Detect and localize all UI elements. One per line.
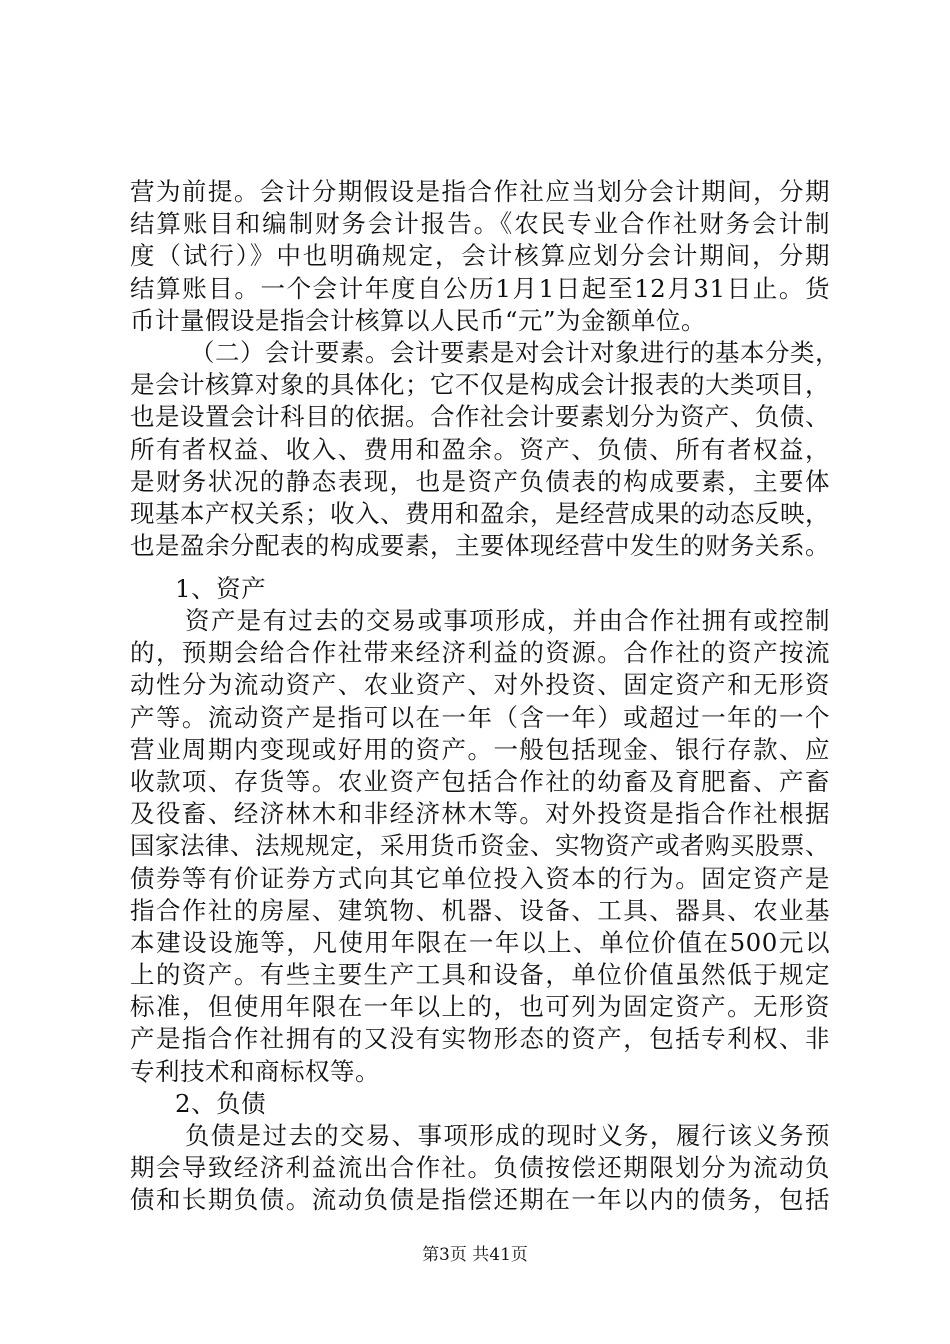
text-line: 营业周期内变现或好用的资产。一般包括现金、银行存款、应 [130, 734, 830, 764]
text-line: 动性分为流动资产、农业资产、对外投资、固定资产和无形资 [130, 670, 830, 700]
paragraph-accounting-assumptions [130, 176, 830, 337]
text-line: 标准，但使用年限在一年以上的，也可列为固定资产。无形资 [130, 992, 830, 1022]
text-line: 是会计核算对象的具体化；它不仅是构成会计报表的大类项目， [130, 370, 830, 400]
text-line: 收款项、存货等。农业资产包括合作社的幼畜及育肥畜、产畜 [130, 766, 830, 796]
text-line: 债和长期负债。流动负债是指偿还期在一年以内的债务，包括 [130, 1185, 830, 1215]
text-line: 产是指合作社拥有的又没有实物形态的资产，包括专利权、非 [130, 1024, 830, 1054]
text-line: 营为前提。会计分期假设是指合作社应当划分会计期间，分期 [130, 177, 830, 206]
text-line: 本建设设施等，凡使用年限在一年以上、单位价值在500元以 [130, 927, 830, 957]
section-heading: 2、负债 [175, 1089, 267, 1118]
page-number-footer: 第3页 共41页 [422, 1245, 528, 1265]
text-line: 及役畜、经济林木和非经济林木等。对外投资是指合作社根据 [130, 799, 830, 829]
text-line: 负债是过去的交易、事项形成的现时义务，履行该义务预 [185, 1121, 830, 1150]
section-heading-liabilities [130, 1088, 830, 1120]
text-line: （二）会计要素。会计要素是对会计对象进行的基本分类， [190, 338, 840, 367]
section-heading: 1、资产 [175, 574, 267, 603]
text-line: 的，预期会给合作社带来经济利益的资源。合作社的资产按流 [130, 638, 830, 668]
text-line: 所有者权益、收入、费用和盈余。资产、负债、所有者权益， [130, 434, 830, 464]
text-line: 也是设置会计科目的依据。合作社会计要素划分为资产、负债、 [130, 402, 830, 432]
text-line: 是财务状况的静态表现，也是资产负债表的构成要素，主要体 [130, 466, 830, 496]
text-line: 度（试行）》中也明确规定，会计核算应划分会计期间，分期 [130, 241, 830, 271]
paragraph-assets [130, 605, 830, 1088]
text-line: 也是盈余分配表的构成要素，主要体现经营中发生的财务关系。 [130, 531, 830, 561]
text-line: 币计量假设是指会计核算以人民币“元”为金额单位。 [130, 305, 707, 335]
text-line: 专利技术和商标权等。 [130, 1056, 380, 1086]
text-line: 结算账目。一个会计年度自公历1月1日起至12月31日止。货 [130, 273, 830, 303]
text-line: 结算账目和编制财务会计报告。《农民专业合作社财务会计制 [130, 209, 830, 239]
text-line: 产等。流动资产是指可以在一年（含一年）或超过一年的一个 [130, 702, 830, 732]
text-line: 现基本产权关系；收入、费用和盈余，是经营成果的动态反映， [130, 498, 830, 528]
paragraph-accounting-elements [130, 337, 840, 562]
text-line: 资产是有过去的交易或事项形成，并由合作社拥有或控制 [185, 606, 830, 635]
text-line: 指合作社的房屋、建筑物、机器、设备、工具、器具、农业基 [130, 895, 830, 925]
section-heading-assets [130, 573, 830, 605]
text-line: 债券等有价证券方式向其它单位投入资本的行为。固定资产是 [130, 863, 830, 893]
paragraph-liabilities [130, 1120, 830, 1217]
text-line: 上的资产。有些主要生产工具和设备，单位价值虽然低于规定 [130, 960, 830, 990]
text-line: 期会导致经济利益流出合作社。负债按偿还期限划分为流动负 [130, 1153, 830, 1183]
text-line: 国家法律、法规规定，采用货币资金、实物资产或者购买股票、 [130, 831, 830, 861]
